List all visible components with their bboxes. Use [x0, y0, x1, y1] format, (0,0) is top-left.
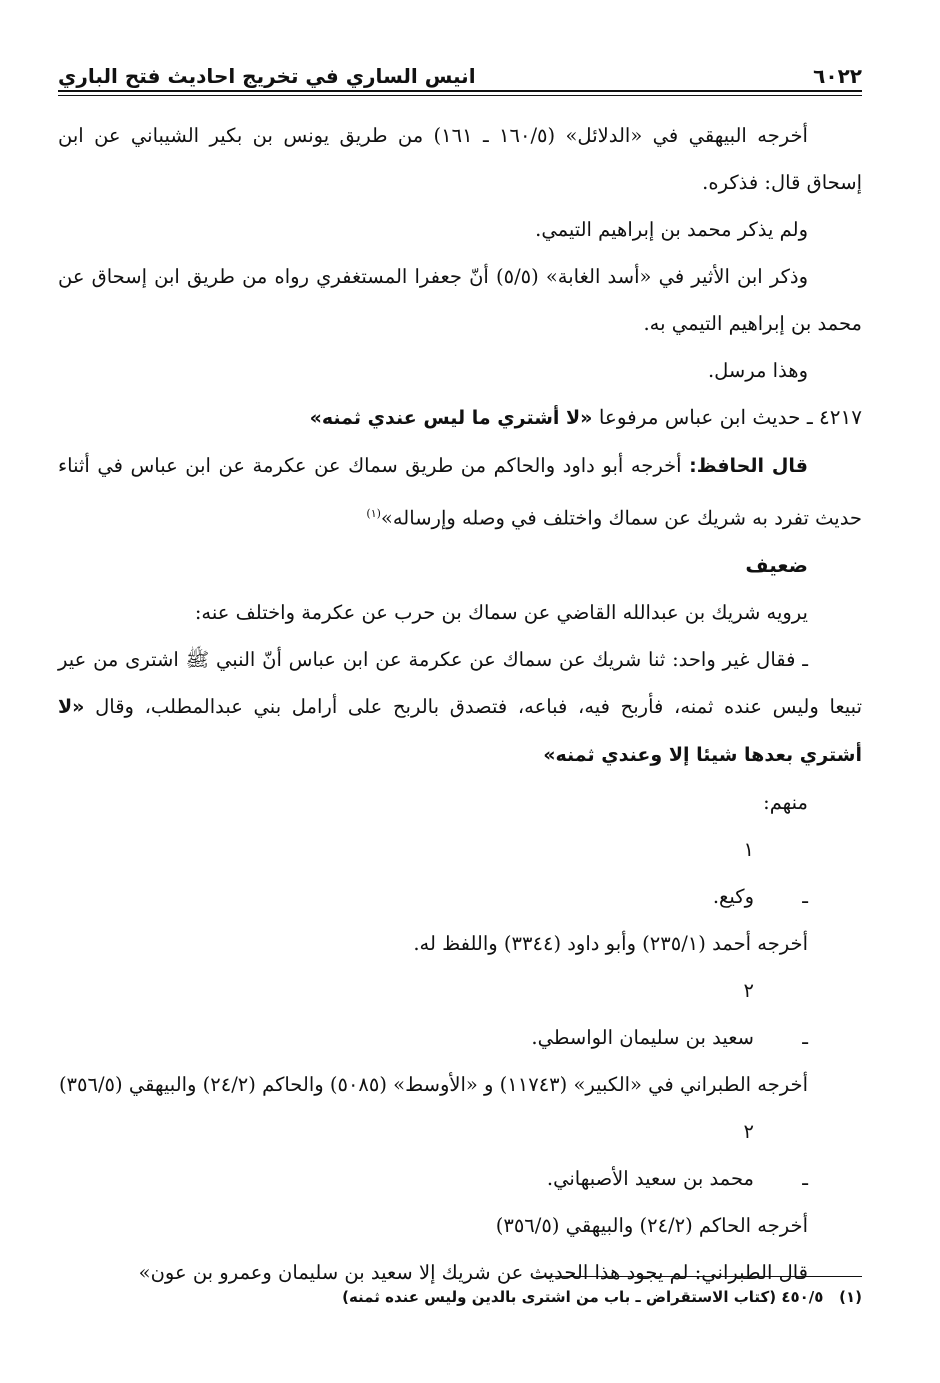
list-item-1-name: وكيع. — [712, 884, 754, 908]
list-item-3-name: محمد بن سعيد الأصبهاني. — [546, 1166, 754, 1190]
paragraph-6 — [58, 636, 862, 779]
list-item-3-takhrij: أخرجه الحاكم (٢٤/٢) والبيهقي (٣٥٦/٥) — [495, 1213, 808, 1237]
hafiz-paragraph — [58, 442, 862, 542]
paragraph-7: منهم: — [763, 790, 808, 814]
paragraph-4: وهذا مرسل. — [707, 359, 808, 382]
paragraph-3: وذكر ابن الأثير في «أسد الغابة» (٥/٥) أنّ جعفرا المستغفري رواه من طريق ابن إسحاق عن محمد بن إبراهيم التيمي به. — [58, 265, 862, 335]
list-item-1 — [58, 826, 862, 920]
footnote-marker: (١) — [839, 1288, 862, 1306]
footnote-rule — [536, 1276, 862, 1277]
list-item-2-takhrij: أخرجه الطبراني في «الكبير» (١١٧٤٣) و «الأوسط» (٥٠٨٥) والحاكم (٢٤/٢) والبيهقي (٣٥٦/٥) — [58, 1072, 808, 1096]
list-item-3-number: ٢ ـ — [743, 1119, 808, 1190]
paragraph-8: قال الطبراني: لم يجود هذا الحديث عن شريك إلا سعيد بن سليمان وعمرو بن عون» — [138, 1260, 808, 1284]
page-number: ٦٠٢٢ — [813, 64, 862, 88]
hafiz-text: أخرجه أبو داود والحاكم من طريق سماك عن عكرمة عن ابن عباس في أثناء حديث تفرد به شريك عن سماك واختلف في وصله وإرساله» — [58, 454, 862, 530]
hafiz-label: قال الحافظ: — [689, 455, 808, 477]
hadith-text: «لا أشتري ما ليس عندي ثمنه» — [309, 407, 593, 429]
paragraph-1: أخرجه البيهقي في «الدلائل» (١٦٠/٥ ـ ١٦١) من طريق يونس بن بكير الشيباني عن ابن إسحاق قال: فذكره. — [58, 124, 862, 194]
list-item-2-name: سعيد بن سليمان الواسطي. — [531, 1025, 754, 1049]
list-item-1-takhrij: أخرجه أحمد (٢٣٥/١) وأبو داود (٣٣٤٤) واللفظ له. — [413, 931, 808, 955]
paragraph-2: ولم يذكر محمد بن إبراهيم التيمي. — [535, 218, 808, 241]
hadith-number-text: ٤٢١٧ ـ حديث ابن عباس مرفوعا — [592, 405, 862, 429]
paragraph-6-text: ـ فقال غير واحد: ثنا شريك عن سماك عن عكرمة عن ابن عباس أنّ النبي ﷺ اشترى من عير تبيعا وليس عنده ثمنه، فأربح فيه، فباعه، فتصدق بالربح على أرامل بني عبدالمطلب، وقال — [58, 647, 862, 718]
footnote-text: ٤٥٠/٥ (كتاب الاستقراض ـ باب من اشترى بالدين وليس عنده ثمنه) — [342, 1288, 824, 1306]
footnote-ref: (١) — [366, 507, 381, 520]
paragraph-6-quote: «لا أشتري بعدها شيئا إلا وعندي ثمنه» — [58, 695, 862, 766]
paragraph-5: يرويه شريك بن عبدالله القاضي عن سماك بن حرب عن عكرمة واختلف عنه: — [194, 600, 808, 624]
grade: ضعيف — [745, 552, 808, 577]
hadith-heading — [58, 394, 862, 442]
list-item-2 — [58, 967, 862, 1061]
document-page — [58, 0, 862, 1383]
book-title: انيس الساري في تخريج احاديث فتح الباري — [58, 64, 476, 88]
list-item-3 — [58, 1108, 862, 1202]
footnote — [58, 1288, 862, 1306]
list-item-2-number: ٢ ـ — [743, 978, 808, 1049]
header-rule-thick — [58, 90, 862, 92]
main-text — [58, 112, 862, 1296]
running-header — [58, 58, 862, 88]
header-rule-thin — [58, 95, 862, 96]
list-item-1-number: ١ ـ — [743, 837, 808, 908]
